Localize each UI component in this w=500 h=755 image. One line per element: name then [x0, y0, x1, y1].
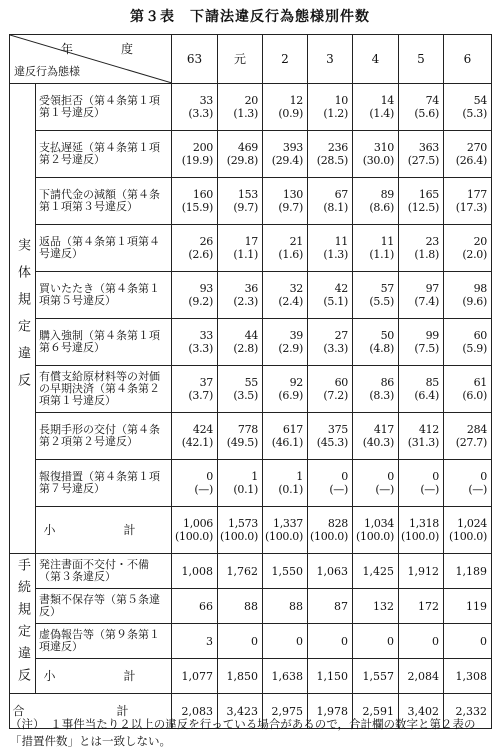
percent-value: (0.1)	[278, 483, 303, 496]
count-cell	[218, 272, 263, 319]
count-cell	[263, 131, 308, 178]
violation-type-label: 購入強制（第４条第１項第６号違反）	[36, 319, 172, 366]
percent-value: (28.5)	[316, 154, 348, 167]
header-row	[10, 35, 492, 84]
count-cell	[399, 366, 444, 413]
table-row	[10, 84, 492, 131]
percent-value: (2.6)	[188, 248, 213, 261]
count-value: 0	[206, 470, 213, 483]
count-cell: 119	[444, 589, 492, 624]
count-value: 32	[289, 282, 303, 295]
count-cell: 0	[353, 624, 399, 659]
count-cell: 3,423	[218, 694, 263, 729]
count-value: 11	[380, 235, 394, 248]
group-label-procedural: 手続規定違反	[10, 554, 36, 694]
count-cell: 1,762	[218, 554, 263, 589]
violation-type-label: 受領拒否（第４条第１項第１号違反）	[36, 84, 172, 131]
count-value: 98	[473, 282, 487, 295]
count-value: 310	[373, 141, 394, 154]
count-cell: 2,975	[263, 694, 308, 729]
percent-value: (29.4)	[271, 154, 303, 167]
count-cell	[218, 413, 263, 460]
percent-value: (4.8)	[369, 342, 394, 355]
count-cell	[444, 131, 492, 178]
violation-table	[9, 34, 492, 729]
percent-value: (1.8)	[414, 248, 439, 261]
year-header: 63	[172, 35, 218, 84]
count-value: 1,006	[183, 517, 213, 530]
violation-type-label: 報復措置（第４条第１項第７号違反）	[36, 460, 172, 507]
footnote: （注） １事件当たり２以上の違反を行っている場合があるので，合計欄の数字と第２表の「措置件数」とは一致しない。	[10, 717, 476, 748]
percent-value: (2.8)	[233, 342, 258, 355]
table-row	[10, 413, 492, 460]
count-cell	[263, 507, 308, 554]
count-value: 33	[199, 329, 213, 342]
percent-value: (7.5)	[414, 342, 439, 355]
count-value: 26	[199, 235, 213, 248]
percent-value: (27.7)	[455, 436, 487, 449]
count-value: 1,024	[457, 517, 487, 530]
table-row	[10, 225, 492, 272]
count-value: 23	[425, 235, 439, 248]
count-cell	[353, 460, 399, 507]
count-cell	[308, 84, 353, 131]
table-title: 第３表 下請法違反行為態様別件数	[130, 9, 370, 25]
percent-value: (100.0)	[401, 530, 439, 543]
count-value: 469	[237, 141, 258, 154]
percent-value: (3.7)	[188, 389, 213, 402]
count-cell	[263, 84, 308, 131]
percent-value: (5.5)	[369, 295, 394, 308]
count-cell	[172, 84, 218, 131]
table-row	[10, 319, 492, 366]
count-cell	[353, 319, 399, 366]
violation-type-label: 下請代金の減額（第４条第１項第３号違反）	[36, 178, 172, 225]
table-row	[10, 178, 492, 225]
count-cell: 1,063	[308, 554, 353, 589]
percent-value: (—)	[468, 483, 487, 496]
count-cell: 172	[399, 589, 444, 624]
count-value: 37	[199, 376, 213, 389]
percent-value: (29.8)	[226, 154, 258, 167]
count-cell	[263, 460, 308, 507]
count-value: 55	[244, 376, 258, 389]
count-value: 27	[334, 329, 348, 342]
percent-value: (3.3)	[323, 342, 348, 355]
count-cell: 1,189	[444, 554, 492, 589]
count-cell	[172, 413, 218, 460]
percent-value: (5.6)	[414, 107, 439, 120]
count-cell	[444, 272, 492, 319]
count-cell: 1,008	[172, 554, 218, 589]
year-header: 4	[353, 35, 399, 84]
percent-value: (3.3)	[188, 342, 213, 355]
count-value: 828	[327, 517, 348, 530]
year-header: 5	[399, 35, 444, 84]
percent-value: (0.1)	[233, 483, 258, 496]
count-cell: 3,402	[399, 694, 444, 729]
group-label-substantive: 実体規定違反	[10, 84, 36, 554]
percent-value: (7.4)	[414, 295, 439, 308]
percent-value: (100.0)	[310, 530, 348, 543]
count-cell	[172, 131, 218, 178]
count-cell	[399, 178, 444, 225]
count-value: 1,318	[409, 517, 439, 530]
count-cell	[263, 366, 308, 413]
percent-value: (15.9)	[181, 201, 213, 214]
percent-value: (45.3)	[316, 436, 348, 449]
percent-value: (19.9)	[181, 154, 213, 167]
count-value: 778	[237, 423, 258, 436]
percent-value: (49.5)	[226, 436, 258, 449]
count-value: 284	[466, 423, 487, 436]
percent-value: (100.0)	[265, 530, 303, 543]
count-cell	[172, 507, 218, 554]
subtotal-row	[10, 659, 492, 694]
count-value: 130	[282, 188, 303, 201]
category-axis-label: 違反行為態様	[14, 65, 80, 78]
count-value: 54	[473, 94, 487, 107]
count-cell	[172, 319, 218, 366]
count-cell: 88	[218, 589, 263, 624]
count-cell	[444, 507, 492, 554]
count-value: 363	[418, 141, 439, 154]
percent-value: (27.5)	[407, 154, 439, 167]
count-value: 42	[334, 282, 348, 295]
count-value: 417	[373, 423, 394, 436]
table-container	[9, 34, 492, 729]
table-row	[10, 131, 492, 178]
count-cell	[308, 319, 353, 366]
count-cell	[399, 319, 444, 366]
count-cell	[218, 460, 263, 507]
percent-value: (1.3)	[323, 248, 348, 261]
percent-value: (1.6)	[278, 248, 303, 261]
table-row	[10, 554, 492, 589]
count-cell: 2,591	[353, 694, 399, 729]
count-value: 89	[380, 188, 394, 201]
violation-type-label: 書類不保存等（第５条違反）	[36, 589, 172, 624]
count-cell: 2,084	[399, 659, 444, 694]
count-cell	[444, 413, 492, 460]
violation-type-label: 発注書面不交付・不備（第３条違反）	[36, 554, 172, 589]
percent-value: (2.9)	[278, 342, 303, 355]
count-value: 0	[480, 470, 487, 483]
count-cell	[353, 84, 399, 131]
count-cell	[399, 131, 444, 178]
total-label: 合 計	[10, 694, 172, 729]
count-cell	[263, 178, 308, 225]
count-cell	[444, 84, 492, 131]
count-value: 236	[327, 141, 348, 154]
count-value: 1,337	[273, 517, 303, 530]
count-value: 67	[334, 188, 348, 201]
count-cell	[353, 272, 399, 319]
count-cell: 1,978	[308, 694, 353, 729]
count-cell	[218, 178, 263, 225]
percent-value: (40.3)	[362, 436, 394, 449]
count-value: 11	[334, 235, 348, 248]
count-value: 93	[199, 282, 213, 295]
count-cell	[308, 507, 353, 554]
count-cell: 2,083	[172, 694, 218, 729]
count-cell	[399, 507, 444, 554]
count-value: 21	[289, 235, 303, 248]
percent-value: (100.0)	[356, 530, 394, 543]
percent-value: (2.0)	[462, 248, 487, 261]
count-cell	[308, 225, 353, 272]
percent-value: (1.2)	[323, 107, 348, 120]
percent-value: (8.1)	[323, 201, 348, 214]
count-cell: 1,557	[353, 659, 399, 694]
percent-value: (5.3)	[462, 107, 487, 120]
count-cell	[218, 319, 263, 366]
count-cell: 88	[263, 589, 308, 624]
count-cell	[172, 366, 218, 413]
count-cell	[172, 272, 218, 319]
count-value: 14	[380, 94, 394, 107]
percent-value: (42.1)	[181, 436, 213, 449]
count-value: 10	[334, 94, 348, 107]
count-value: 99	[425, 329, 439, 342]
percent-value: (5.1)	[323, 295, 348, 308]
count-value: 0	[341, 470, 348, 483]
count-cell	[308, 460, 353, 507]
count-value: 1,034	[364, 517, 394, 530]
count-cell	[263, 319, 308, 366]
count-value: 92	[289, 376, 303, 389]
violation-type-label: 虚偽報告等（第９条第１項違反）	[36, 624, 172, 659]
count-value: 424	[192, 423, 213, 436]
count-value: 412	[418, 423, 439, 436]
percent-value: (6.4)	[414, 389, 439, 402]
subtotal-label: 小 計	[36, 659, 172, 694]
count-cell: 1,638	[263, 659, 308, 694]
percent-value: (—)	[375, 483, 394, 496]
year-header: 元	[218, 35, 263, 84]
count-value: 74	[425, 94, 439, 107]
count-cell	[399, 413, 444, 460]
percent-value: (26.4)	[455, 154, 487, 167]
count-cell: 0	[308, 624, 353, 659]
count-value: 0	[432, 470, 439, 483]
count-cell	[444, 366, 492, 413]
violation-type-label: 支払遅延（第４条第１項第２号違反）	[36, 131, 172, 178]
percent-value: (—)	[329, 483, 348, 496]
count-value: 165	[418, 188, 439, 201]
percent-value: (9.2)	[188, 295, 213, 308]
count-cell: 1,150	[308, 659, 353, 694]
count-value: 1,573	[228, 517, 258, 530]
percent-value: (8.6)	[369, 201, 394, 214]
count-value: 177	[466, 188, 487, 201]
count-cell: 1,850	[218, 659, 263, 694]
count-cell	[263, 225, 308, 272]
percent-value: (5.9)	[462, 342, 487, 355]
percent-value: (7.2)	[323, 389, 348, 402]
count-value: 39	[289, 329, 303, 342]
count-value: 60	[334, 376, 348, 389]
count-cell	[444, 178, 492, 225]
count-cell	[353, 507, 399, 554]
count-value: 12	[289, 94, 303, 107]
count-cell	[172, 178, 218, 225]
count-cell: 87	[308, 589, 353, 624]
count-cell	[399, 84, 444, 131]
percent-value: (1.1)	[233, 248, 258, 261]
table-row	[10, 272, 492, 319]
count-cell	[444, 319, 492, 366]
header-corner	[10, 35, 172, 84]
count-cell: 0	[399, 624, 444, 659]
violation-type-label: 買いたたき（第４条第１項第５号違反）	[36, 272, 172, 319]
percent-value: (2.3)	[233, 295, 258, 308]
percent-value: (6.9)	[278, 389, 303, 402]
count-value: 160	[192, 188, 213, 201]
count-cell	[353, 225, 399, 272]
count-cell: 1,308	[444, 659, 492, 694]
count-cell	[218, 84, 263, 131]
count-cell	[399, 225, 444, 272]
count-cell: 2,332	[444, 694, 492, 729]
count-value: 36	[244, 282, 258, 295]
count-value: 20	[473, 235, 487, 248]
count-cell: 3	[172, 624, 218, 659]
count-value: 33	[199, 94, 213, 107]
year-axis-label: 年 度	[60, 42, 151, 56]
count-value: 44	[244, 329, 258, 342]
year-header: 3	[308, 35, 353, 84]
percent-value: (12.5)	[407, 201, 439, 214]
count-cell: 1,425	[353, 554, 399, 589]
percent-value: (3.3)	[188, 107, 213, 120]
count-cell	[353, 178, 399, 225]
count-cell: 1,912	[399, 554, 444, 589]
percent-value: (1.3)	[233, 107, 258, 120]
count-value: 393	[282, 141, 303, 154]
year-header: 6	[444, 35, 492, 84]
count-cell	[218, 366, 263, 413]
count-cell	[172, 460, 218, 507]
count-value: 200	[192, 141, 213, 154]
table-row	[10, 366, 492, 413]
count-cell	[263, 413, 308, 460]
violation-type-label: 返品（第４条第１項第４号違反）	[36, 225, 172, 272]
table-row	[10, 589, 492, 624]
count-value: 86	[380, 376, 394, 389]
count-value: 17	[244, 235, 258, 248]
count-value: 97	[425, 282, 439, 295]
year-header: 2	[263, 35, 308, 84]
percent-value: (0.9)	[278, 107, 303, 120]
violation-type-label: 長期手形の交付（第４条第２項第２号違反）	[36, 413, 172, 460]
count-cell	[218, 131, 263, 178]
percent-value: (—)	[420, 483, 439, 496]
violation-type-label: 有償支給原材料等の対価の早期決済（第４条第２項第１号違反）	[36, 366, 172, 413]
count-value: 61	[473, 376, 487, 389]
count-value: 617	[282, 423, 303, 436]
percent-value: (2.4)	[278, 295, 303, 308]
percent-value: (17.3)	[455, 201, 487, 214]
count-cell	[444, 460, 492, 507]
percent-value: (100.0)	[220, 530, 258, 543]
percent-value: (8.3)	[369, 389, 394, 402]
percent-value: (100.0)	[175, 530, 213, 543]
count-cell	[308, 366, 353, 413]
count-cell	[218, 225, 263, 272]
count-cell: 0	[218, 624, 263, 659]
table-row	[10, 460, 492, 507]
count-cell: 0	[263, 624, 308, 659]
count-cell	[353, 131, 399, 178]
count-cell	[353, 366, 399, 413]
percent-value: (30.0)	[362, 154, 394, 167]
percent-value: (31.3)	[407, 436, 439, 449]
percent-value: (—)	[194, 483, 213, 496]
count-value: 60	[473, 329, 487, 342]
percent-value: (9.6)	[462, 295, 487, 308]
count-cell	[263, 272, 308, 319]
count-value: 0	[387, 470, 394, 483]
subtotal-label: 小 計	[36, 507, 172, 554]
count-cell	[308, 131, 353, 178]
count-cell: 66	[172, 589, 218, 624]
percent-value: (1.1)	[369, 248, 394, 261]
count-cell: 1,077	[172, 659, 218, 694]
count-cell	[444, 225, 492, 272]
count-cell	[399, 272, 444, 319]
table-row	[10, 624, 492, 659]
percent-value: (6.0)	[462, 389, 487, 402]
count-value: 85	[425, 376, 439, 389]
count-value: 153	[237, 188, 258, 201]
count-cell: 0	[444, 624, 492, 659]
count-value: 50	[380, 329, 394, 342]
subtotal-row	[10, 507, 492, 554]
count-cell	[308, 178, 353, 225]
count-cell	[308, 272, 353, 319]
count-value: 20	[244, 94, 258, 107]
percent-value: (1.4)	[369, 107, 394, 120]
percent-value: (3.5)	[233, 389, 258, 402]
count-value: 375	[327, 423, 348, 436]
percent-value: (100.0)	[449, 530, 487, 543]
percent-value: (9.7)	[233, 201, 258, 214]
percent-value: (9.7)	[278, 201, 303, 214]
count-value: 270	[466, 141, 487, 154]
count-value: 57	[380, 282, 394, 295]
count-cell	[353, 413, 399, 460]
count-value: 1	[251, 470, 258, 483]
count-cell: 132	[353, 589, 399, 624]
count-cell	[308, 413, 353, 460]
count-cell: 1,550	[263, 554, 308, 589]
count-cell	[218, 507, 263, 554]
count-cell	[172, 225, 218, 272]
percent-value: (46.1)	[271, 436, 303, 449]
count-value: 1	[296, 470, 303, 483]
count-cell	[399, 460, 444, 507]
